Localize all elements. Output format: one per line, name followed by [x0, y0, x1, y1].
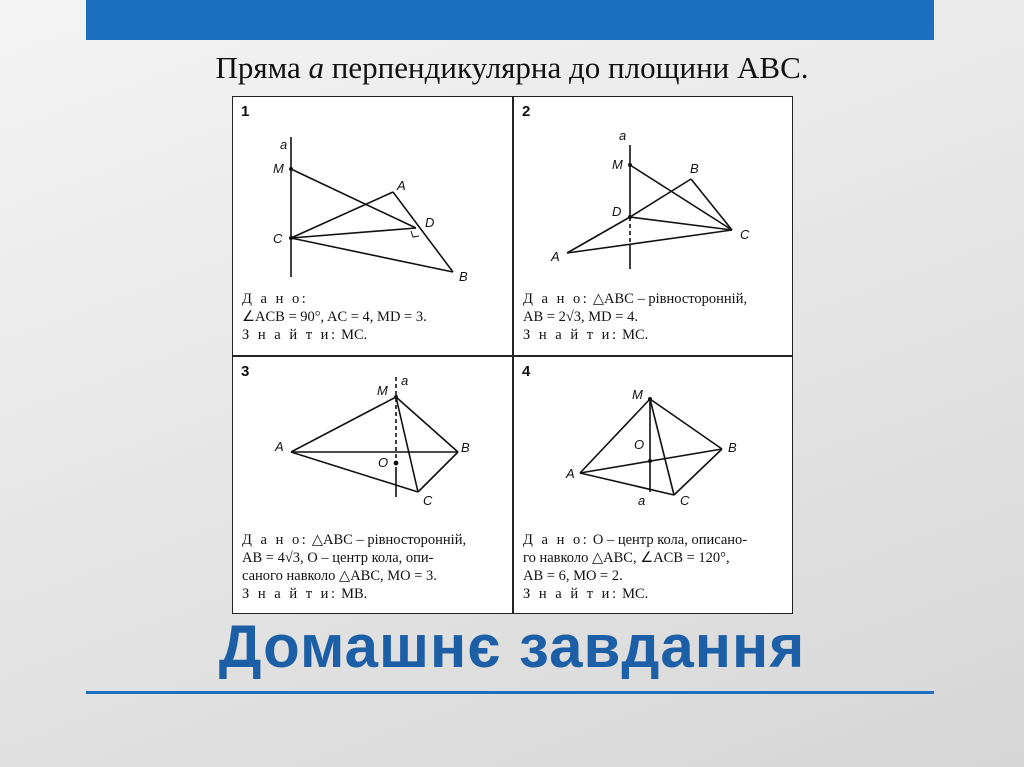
title-variable: a	[308, 50, 325, 85]
label-a-line: a	[280, 137, 288, 152]
top-accent-bar	[86, 0, 934, 40]
label-c: C	[740, 227, 750, 242]
segment-cb	[291, 238, 453, 272]
label-a: A	[566, 466, 575, 481]
segment-bc	[418, 452, 458, 492]
segment-mc	[396, 397, 418, 492]
right-angle-mark	[411, 231, 419, 237]
problem-3-figure	[233, 357, 512, 527]
point-o	[394, 461, 399, 466]
given-label: Д а н о:	[523, 291, 590, 307]
problems-grid	[232, 96, 793, 614]
point-c	[289, 236, 293, 240]
given-label: Д а н о:	[242, 291, 309, 307]
problem-1	[233, 97, 512, 355]
point-m	[394, 395, 398, 399]
problem-text	[242, 531, 466, 603]
problem-4-figure	[514, 357, 794, 527]
point-m	[628, 163, 632, 167]
given-line: AB = 6, MO = 2.	[523, 568, 623, 584]
segment-dc	[630, 217, 732, 230]
find-label: З н а й т и:	[242, 327, 338, 343]
segment-ac	[580, 473, 674, 495]
given-line: O – центр кола, описано-	[592, 532, 748, 548]
segment-ma	[580, 399, 650, 473]
segment-ab	[393, 192, 453, 272]
label-c: C	[680, 493, 690, 508]
point-d	[628, 215, 632, 219]
problem-2	[514, 97, 794, 355]
label-c: C	[423, 493, 433, 508]
label-b: B	[690, 161, 699, 176]
label-b: B	[728, 440, 737, 455]
label-m: M	[377, 383, 388, 398]
find-value: MC.	[341, 327, 368, 343]
title-suffix: перпендикулярна до площини ABC.	[331, 50, 809, 85]
label-c: C	[273, 231, 283, 246]
problem-1-figure	[233, 97, 512, 287]
bottom-accent-line	[86, 691, 934, 694]
point-o	[648, 459, 652, 463]
label-d: D	[612, 204, 622, 219]
label-m: M	[273, 161, 284, 176]
problem-number: 1	[241, 103, 250, 120]
problem-3	[233, 357, 512, 615]
given-line: ∠ACB = 90°, AC = 4, MD = 3.	[242, 309, 427, 325]
find-value: MB.	[341, 586, 368, 602]
label-m: M	[612, 157, 623, 172]
label-b: B	[459, 269, 468, 284]
given-label: Д а н о:	[242, 532, 309, 548]
segment-mc	[630, 165, 732, 230]
problem-number: 4	[522, 363, 531, 380]
problem-text	[242, 290, 427, 344]
given-line: △ABC – рівносторонній,	[311, 532, 467, 548]
find-value: MC.	[622, 586, 649, 602]
point-m	[648, 397, 652, 401]
label-a: A	[397, 178, 406, 193]
given-line: саного навколо △ABC, MO = 3.	[242, 568, 437, 584]
given-line: AB = 4√3, O – центр кола, опи-	[242, 550, 434, 566]
problem-2-figure	[514, 97, 794, 287]
problem-text	[523, 531, 747, 603]
title-prefix: Пряма	[215, 50, 301, 85]
homework-title: Домашнє завдання	[218, 613, 806, 680]
segment-bc	[691, 179, 732, 230]
label-o: O	[378, 455, 389, 470]
segment-ad	[567, 217, 630, 253]
given-line: AB = 2√3, MD = 4.	[523, 309, 638, 325]
find-label: З н а й т и:	[523, 327, 619, 343]
label-m: M	[632, 387, 643, 402]
given-line: го навколо △ABC, ∠ACB = 120°,	[523, 550, 730, 566]
find-label: З н а й т и:	[242, 586, 338, 602]
label-a: A	[551, 249, 560, 264]
find-label: З н а й т и:	[523, 586, 619, 602]
problem-text	[523, 290, 747, 344]
label-a-line: a	[401, 373, 409, 388]
problem-number: 2	[522, 103, 531, 120]
problem-4	[514, 357, 794, 615]
label-o: O	[634, 437, 645, 452]
segment-ac	[291, 452, 418, 492]
given-line: △ABC – рівносторонній,	[592, 291, 748, 307]
segment-am	[291, 397, 396, 452]
segment-ac	[567, 230, 732, 253]
label-a: A	[275, 439, 284, 454]
label-b: B	[461, 440, 470, 455]
point-m	[289, 167, 293, 171]
problem-number: 3	[241, 363, 250, 380]
slide-title	[0, 50, 1024, 86]
label-d: D	[425, 215, 435, 230]
segment-mb	[396, 397, 458, 452]
find-value: MC.	[622, 327, 649, 343]
given-label: Д а н о:	[523, 532, 590, 548]
label-a-line: a	[638, 493, 646, 508]
label-a-line: a	[619, 128, 627, 143]
